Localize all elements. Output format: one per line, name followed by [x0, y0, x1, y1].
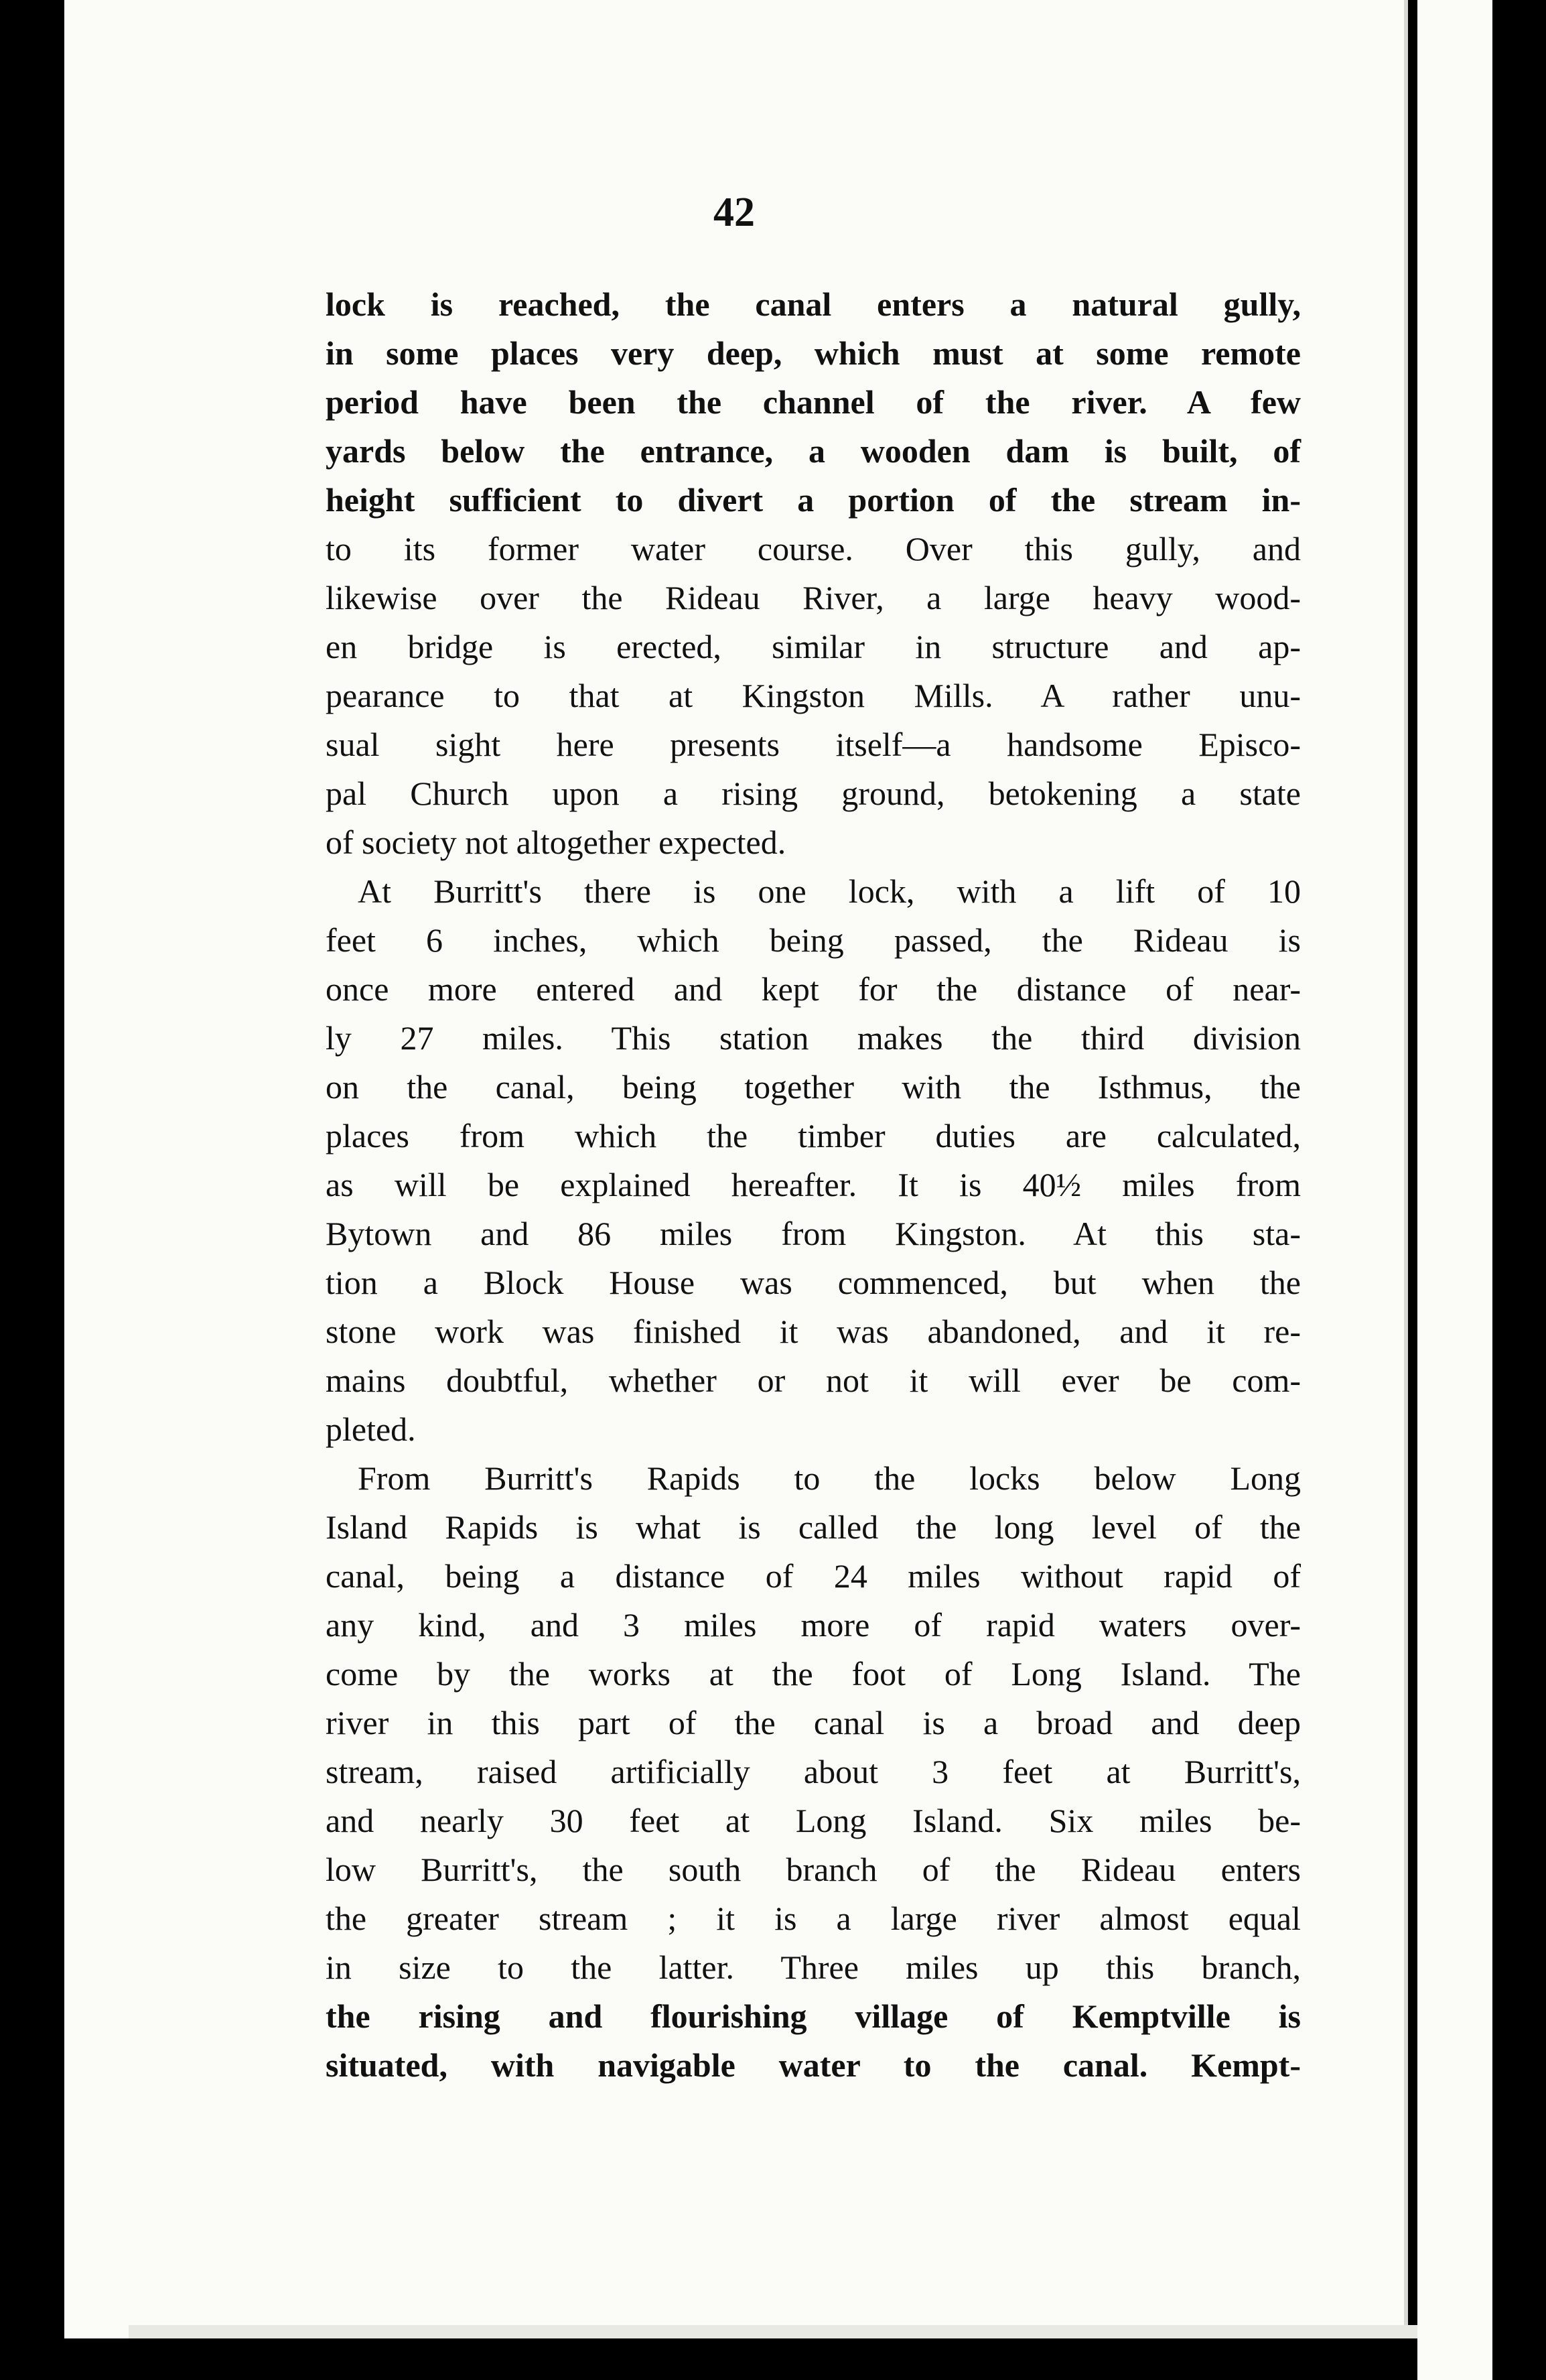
text-line: in size to the latter. Three miles up this branch, [326, 1948, 1301, 1986]
text-line: Bytown and 86 miles from Kingston. At this sta- [326, 1215, 1301, 1252]
text-line: mains doubtful, whether or not it will ever be com- [326, 1362, 1301, 1399]
text-line: situated, with navigable water to the canal. Kempt- [326, 2046, 1301, 2084]
body-text [326, 280, 1301, 2090]
text-line: of society not altogether expected. [326, 823, 786, 861]
text-line: height sufficient to divert a portion of the stream in- [326, 481, 1301, 519]
text-line: places from which the timber duties are calculated, [326, 1117, 1301, 1154]
page-bottom-edge [129, 2325, 1472, 2338]
text-line: feet 6 inches, which being passed, the Rideau is [326, 921, 1301, 959]
text-line: stream, raised artificially about 3 feet at Burritt's, [326, 1753, 1301, 1790]
text-line: likewise over the Rideau River, a large heavy wood- [326, 579, 1301, 616]
text-line: and nearly 30 feet at Long Island. Six miles be- [326, 1802, 1301, 1839]
page-number: 42 [713, 190, 755, 235]
text-line: pal Church upon a rising ground, betokening a state [326, 775, 1301, 812]
text-line: stone work was finished it was abandoned, and it re- [326, 1313, 1301, 1350]
text-line: yards below the entrance, a wooden dam is built, of [326, 432, 1301, 470]
text-line: en bridge is erected, similar in structure and ap- [326, 628, 1301, 665]
text-line: to its former water course. Over this gully, and [326, 530, 1301, 568]
book-page [64, 0, 1408, 2338]
text-line: period have been the channel of the river. A few [326, 383, 1301, 421]
text-line: come by the works at the foot of Long Island. The [326, 1655, 1301, 1693]
text-line: low Burritt's, the south branch of the Rideau enters [326, 1851, 1301, 1888]
text-line: the rising and flourishing village of Kemptville is [326, 1997, 1301, 2035]
facing-page-edge [1417, 0, 1492, 2380]
text-line: in some places very deep, which must at some remote [326, 334, 1301, 372]
text-line: on the canal, being together with the Isthmus, the [326, 1068, 1301, 1106]
text-line: ly 27 miles. This station makes the third division [326, 1019, 1301, 1057]
text-line: river in this part of the canal is a broad and deep [326, 1704, 1301, 1741]
text-line: canal, being a distance of 24 miles without rapid of [326, 1557, 1301, 1595]
text-line: once more entered and kept for the distance of near- [326, 970, 1301, 1008]
text-line: lock is reached, the canal enters a natural gully, [326, 285, 1301, 323]
text-line: pleted. [326, 1410, 416, 1448]
text-line: the greater stream ; it is a large river almost equal [326, 1900, 1301, 1937]
text-line: Island Rapids is what is called the long level of the [326, 1508, 1301, 1546]
text-line: any kind, and 3 miles more of rapid waters over- [326, 1606, 1301, 1644]
text-line: sual sight here presents itself—a handsome Episco- [326, 726, 1301, 763]
text-line: At Burritt's there is one lock, with a lift of 10 [358, 872, 1301, 910]
text-line: tion a Block House was commenced, but when the [326, 1264, 1301, 1301]
text-line: pearance to that at Kingston Mills. A rather unu- [326, 677, 1301, 714]
text-line: From Burritt's Rapids to the locks below Long [358, 1459, 1301, 1497]
text-line: as will be explained hereafter. It is 40½ miles from [326, 1166, 1301, 1203]
